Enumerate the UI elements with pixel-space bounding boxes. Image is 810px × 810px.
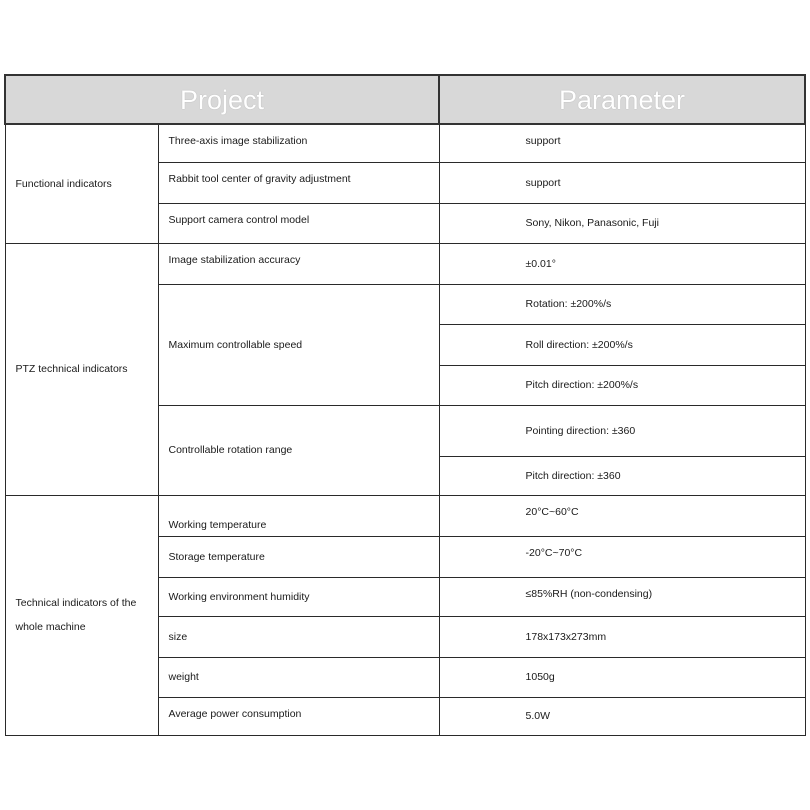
value-cell: 1050g (439, 657, 805, 697)
value-cell: 5.0W (439, 697, 805, 735)
item-cell-rotation-range: Controllable rotation range (158, 405, 439, 495)
item-cell-max-speed: Maximum controllable speed (158, 284, 439, 405)
value-cell: Pitch direction: ±360 (439, 456, 805, 495)
value-cell: ≤85%RH (non-condensing) (439, 577, 805, 616)
value-cell: Roll direction: ±200%/s (439, 324, 805, 365)
item-cell: Working environment humidity (158, 577, 439, 616)
group-ptz: PTZ technical indicators (5, 243, 158, 495)
project-header: Project (5, 75, 439, 124)
item-cell: Three-axis image stabilization (158, 124, 439, 162)
value-cell: 20°C~60°C (439, 495, 805, 536)
value-cell: support (439, 162, 805, 203)
spec-table (4, 74, 806, 736)
group-whole-machine: Technical indicators of the whole machine (5, 495, 158, 735)
item-cell: Rabbit tool center of gravity adjustment (158, 162, 439, 203)
table-row (5, 495, 805, 536)
value-cell: Pointing direction: ±360 (439, 405, 805, 456)
group-functional: Functional indicators (5, 124, 158, 243)
item-cell: weight (158, 657, 439, 697)
item-cell: Working temperature (158, 495, 439, 536)
value-cell: Sony, Nikon, Panasonic, Fuji (439, 203, 805, 243)
item-cell: Support camera control model (158, 203, 439, 243)
table-row (5, 124, 805, 162)
value-cell: ±0.01° (439, 243, 805, 284)
value-cell: 178x173x273mm (439, 616, 805, 657)
table-row (5, 243, 805, 284)
parameter-header: Parameter (439, 75, 805, 124)
value-cell: support (439, 124, 805, 162)
item-cell: Image stabilization accuracy (158, 243, 439, 284)
value-cell: -20°C~70°C (439, 536, 805, 577)
header-row (5, 75, 805, 124)
item-cell: size (158, 616, 439, 657)
value-cell: Rotation: ±200%/s (439, 284, 805, 324)
value-cell: Pitch direction: ±200%/s (439, 365, 805, 405)
item-cell: Storage temperature (158, 536, 439, 577)
item-cell: Average power consumption (158, 697, 439, 735)
